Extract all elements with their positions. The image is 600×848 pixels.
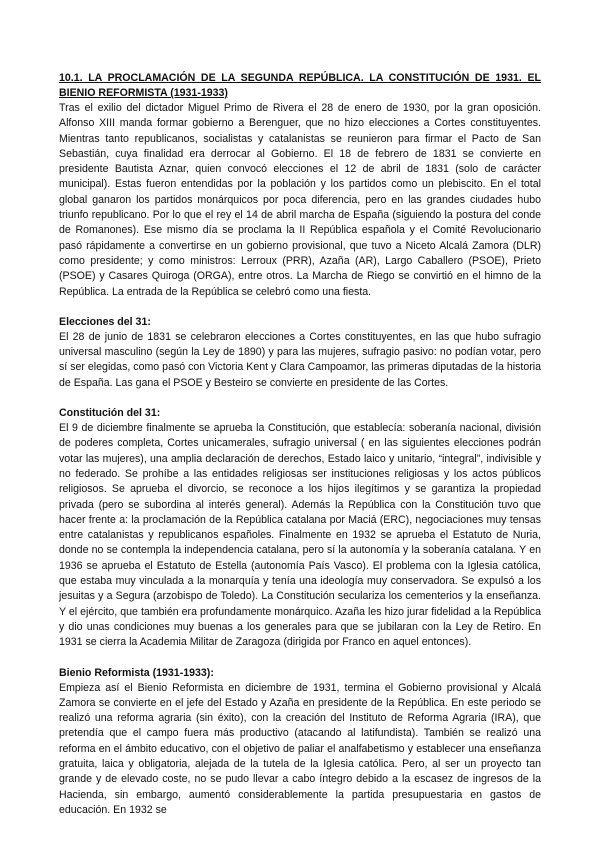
document-title: 10.1. LA PROCLAMACIÓN DE LA SEGUNDA REPÚBLICA. LA CONSTITUCIÓN DE 1931. EL BIENIO REFORMISTA (1931-1933): [59, 72, 541, 99]
section-heading-bienio: Bienio Reformista (1931-1933):: [59, 666, 214, 679]
section-heading-constitucion: Constitución del 31:: [59, 407, 161, 420]
constitucion-paragraph: El 9 de diciembre finalmente se aprueba la Constitución, que establecía: soberanía nacional, división de poderes completa, Cortes unicamerales, sufragio universal ( en las siguientes elecciones podrán votar las mujeres), una amplia declaración de derechos, Estado laico y unitario, “integral”, indivisible y no federado. Se prohíbe a las entidades religiosas ser instituciones religiosas y los actos públicos religiosos. Se aprueba el divorcio, se reconoce a los hijos ilegítimos y se garantiza la propiedad privada (pero se subordina al interés general). Además la República con la Constitución tuvo que hacer frente a: la proclamación de la República catalana por Maciá (ERC), negociaciones muy tensas entre catalanistas y republicanos españoles. Finalmente en 1932 se aprueba el Estatuto de Nuria, donde no se contempla la independencia catalana, pero sí la autonomía y la soberanía catalana. Y en 1936 se aprueba el Estatuto de Estella (autonomía País Vasco). El problema con la Iglesia católica, que estaba muy vinculada a la monarquía y tenía una ideología muy conservadora. Se expulsó a los jesuitas y a Segura (arzobispo de Toledo). La Constitución seculariza los cementerios y la enseñanza. Y el ejército, que también era profundamente monárquico. Azaña les hizo jurar fidelidad a la República y dio unas condiciones muy buenas a los generales para que se jubilaran con la Ley de Retiro. En 1931 se cierra la Academia Militar de Zaragoza (dirigida por Franco en aquel entonces).: [59, 422, 541, 649]
section-heading-elecciones: Elecciones del 31:: [59, 315, 151, 328]
intro-paragraph: Tras el exilio del dictador Miguel Primo de Rivera el 28 de enero de 1930, por la gran oposición. Alfonso XIII manda formar gobierno a Berenguer, que no hizo elecciones a Cortes constituyentes. Mientras tanto republicanos, socialistas y catalanistas se reunieron para firmar el Pacto de San Sebastián, cuya finalidad era derrocar al Gobierno. El 18 de febrero de 1831 se convierte en presidente Bautista Aznar, quien convocó elecciones el 12 de abril de 1831 (solo de carácter municipal). Estas fueron entendidas por la población y los partidos como un plebiscito. En el total global ganaron los partidos monárquicos por poca diferencia, pero en las grandes ciudades hubo triunfo republicano. Por lo que el rey el 14 de abril marcha de España (siguiendo la postura del conde de Romanones). Ese mismo día se proclama la II República española y el Comité Revolucionario pasó rápidamente a convertirse en un gobierno provisional, que tuvo a Niceto Alcalá Zamora (DLR) como presidente; y como ministros: Lerroux (PRR), Azaña (AR), Largo Caballero (PSOE), Prieto (PSOE) y Casares Quiroga (ORGA), entre otros. La Marcha de Riego se convirtió en el himno de la República. La entrada de la República se celebró como una fiesta.: [59, 102, 541, 298]
bienio-paragraph: Empieza así el Bienio Reformista en diciembre de 1931, termina el Gobierno provisional y Alcalá Zamora se convierte en el jefe del Estado y Azaña en presidente de la República. En este periodo se realizó una reforma agraria (sin éxito), con la creación del Instituto de Reforma Agraria (IRA), que pretendía que el campo fuera más productivo (atacando al latifundista). También se realizó una reforma en el ámbito educativo, con el objetivo de paliar el analfabetismo y establecer una enseñanza gratuita, laica y obligatoria, alejada de la tutela de la Iglesia católica. Pero, al ser un proyecto tan grande y de elevado coste, no se pudo llevar a cabo íntegro debido a la escasez de ingresos de la Hacienda, sin embargo, aumentó considerablemente la partida presupuestaria en gastos de educación. En 1932 se: [59, 681, 541, 816]
elecciones-paragraph: El 28 de junio de 1831 se celebraron elecciones a Cortes constituyentes, en las que hubo sufragio universal masculino (según la Ley de 1890) y para las mujeres, sufragio pasivo: no podían votar, pero sí ser elegidas, como pasó con Victoria Kent y Clara Campoamor, las primeras diputadas de la historia de España. Las gana el PSOE y Besteiro se convierte en presidente de las Cortes.: [59, 330, 541, 389]
